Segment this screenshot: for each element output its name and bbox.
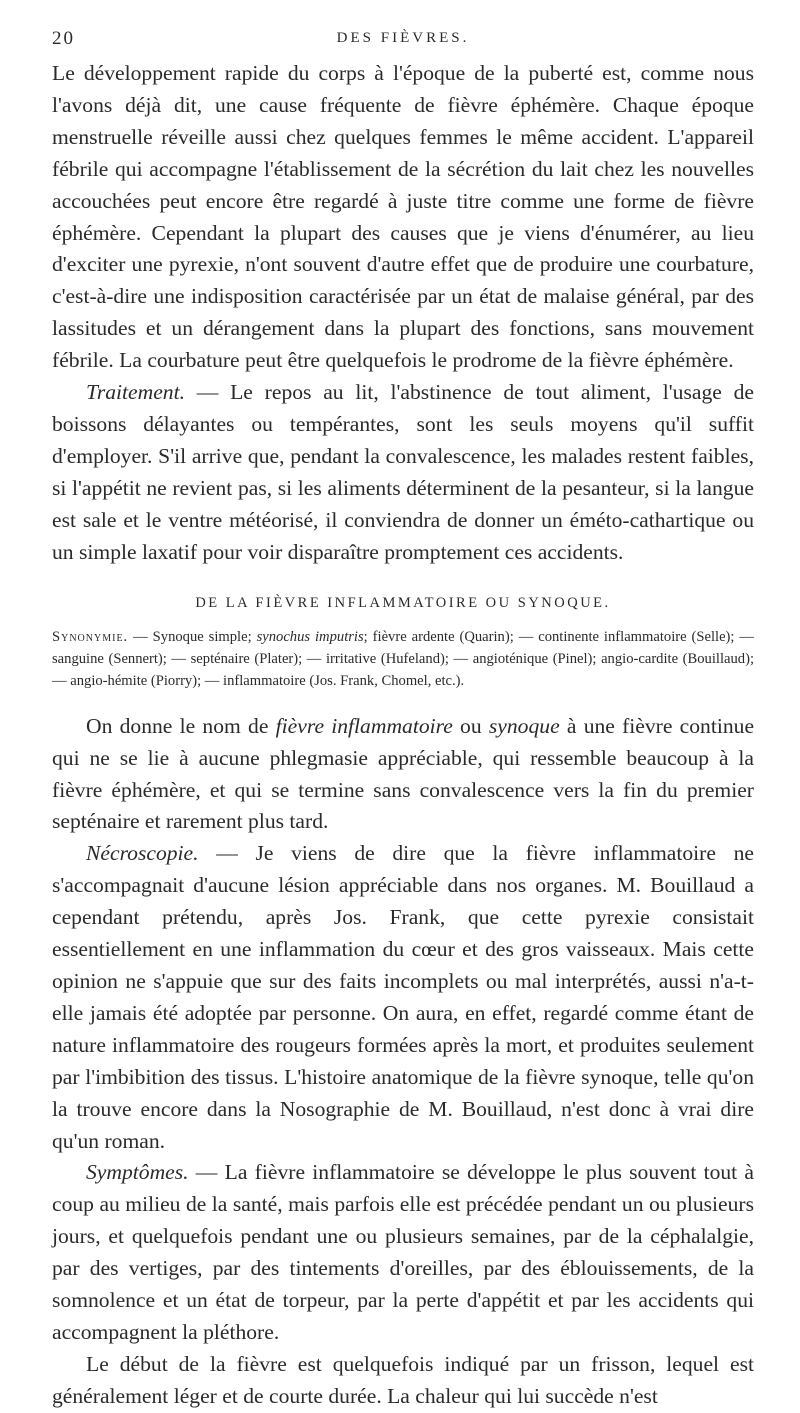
symptomes-heading: Symptômes.: [86, 1160, 189, 1185]
definition-term-2: synoque: [488, 713, 560, 738]
section-heading: DE LA FIÈVRE INFLAMMATOIRE OU SYNOQUE.: [195, 594, 611, 611]
traitement-heading: Traitement.: [86, 380, 185, 405]
paragraph-symptomes: [52, 1157, 754, 1348]
running-head: [52, 28, 754, 58]
paragraph-definition: [52, 711, 754, 839]
synonymy-latin: synochus imputris: [256, 628, 364, 645]
running-title: DES FIÈVRES.: [336, 30, 470, 46]
paragraph-traitement: [52, 377, 754, 568]
synonymy-note: [52, 626, 754, 693]
necroscopie-heading: Nécroscopie.: [86, 841, 199, 866]
synonymy-text-1: — Synoque simple;: [128, 628, 257, 645]
paragraph-necroscopie: [52, 838, 754, 1157]
page-number: 20: [52, 28, 75, 49]
synonymy-text-2: ; fièvre ardente (Quarin); — continente inflammatoire (Selle); — sanguine (Sennert); — septénaire (Plater); — irritative (Hufeland); — angioténique (Pinel); angio-cardite (Bouillaud); — angio-hémite (Piorry); — inflammatoire (Jos. Frank, Chomel, etc.).: [52, 628, 754, 690]
definition-text-2: ou: [452, 713, 489, 738]
definition-text-1: On donne le nom de: [86, 713, 276, 738]
definition-text-3: à une fièvre continue qui ne se lie à aucune phlegmasie appréciable, qui ressemble beaucoup à la fièvre éphémère, et qui se termine sans convalescence vers la fin du premier septénaire et rarement plus tard.: [52, 713, 755, 834]
paragraph-debut: Le début de la fièvre est quelquefois indiqué par un frisson, lequel est généralement léger et de courte durée. La chaleur qui lui succède n'est: [52, 1351, 754, 1408]
necroscopie-text: — Je viens de dire que la fièvre inflammatoire ne s'accompagnait d'aucune lésion appréciable dans nos organes. M. Bouillaud a cependant prétendu, après Jos. Frank, que cette pyrexie consistait essentiellement en une inflammation du cœur et des gros vaisseaux. Mais cette opinion ne s'appuie que sur des faits incomplets ou mal interprétés, aussi n'a-t-elle jamais été adoptée par personne. On aura, en effet, regardé comme étant de nature inflammatoire des rougeurs formées après la mort, et produites seulement par l'imbibition des tissus. L'histoire anatomique de la fièvre synoque, telle qu'on la trouve encore dans la Nosographie de M. Bouillaud, n'est donc à vrai dire qu'un roman.: [52, 841, 754, 1153]
traitement-text: — Le repos au lit, l'abstinence de tout aliment, l'usage de boissons délayantes ou tempérantes, sont les seuls moyens qu'il suffit d'employer. S'il arrive que, pendant la convalescence, les malades restent faibles, si l'appétit ne revient pas, si les aliments déterminent de la pesanteur, si la langue est sale et le ventre météorisé, il conviendra de donner un éméto-cathartique ou un simple laxatif pour voir disparaître promptement ces accidents.: [52, 380, 754, 564]
symptomes-text: — La fièvre inflammatoire se développe le plus souvent tout à coup au milieu de la santé, mais parfois elle est précédée pendant un ou plusieurs jours, et quelquefois pendant une ou plusieurs semaines, par de la céphalalgie, par des vertiges, par des tintements d'oreilles, par des éblouissements, de la somnolence et un état de torpeur, par la perte d'appétit et par les accidents qui accompagnent la pléthore.: [52, 1160, 754, 1344]
definition-term-1: fièvre inflammatoire: [275, 713, 453, 738]
synonymy-label: Synonymie.: [52, 628, 129, 645]
body-text: [52, 58, 754, 1413]
paragraph-puberty: Le développement rapide du corps à l'époque de la puberté est, comme nous l'avons déjà dit, une cause fréquente de fièvre éphémère. Chaque époque menstruelle réveille aussi chez quelques femmes le même accident. L'appareil fébrile qui accompagne l'établissement de la sécrétion du lait chez les nouvelles accouchées peut encore être regardé à juste titre comme une forme de fièvre éphémère. Cependant la plupart des causes que je viens d'énumérer, au lieu d'exciter une pyrexie, n'ont souvent d'autre effet que de produire une courbature, c'est-à-dire une indisposition caractérisée par un état de malaise général, par des lassitudes et un dérangement dans la plupart des fonctions, sans mouvement fébrile. La courbature peut être quelquefois le prodrome de la fièvre éphémère.: [52, 61, 754, 373]
